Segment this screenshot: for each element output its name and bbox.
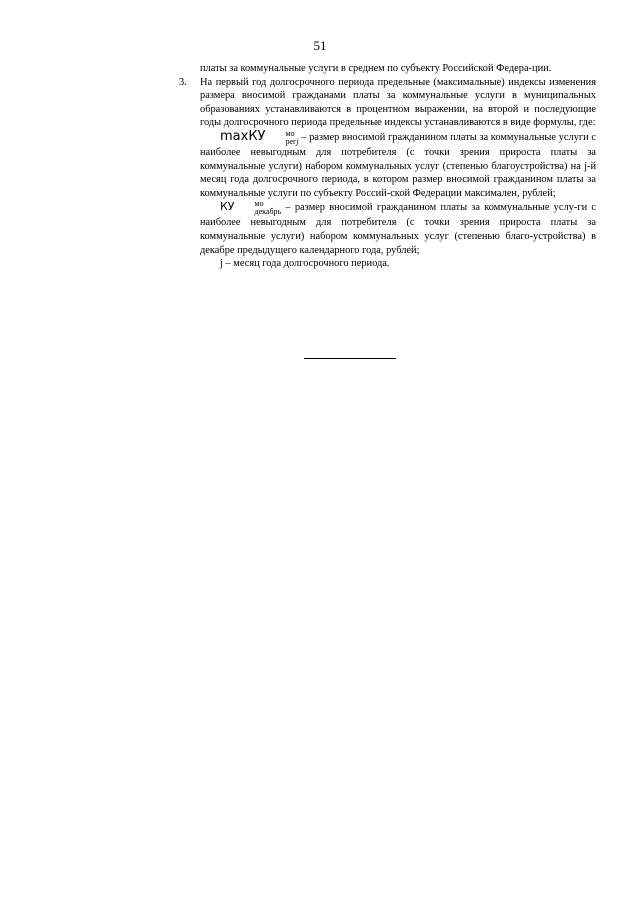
list-item-number: 3. bbox=[179, 76, 187, 88]
definition-text: – размер вносимой гражданином платы за коммунальные услу-ги с наиболее невыгодным для потребителя (с точки зрения прироста платы за коммунальные услуги) набором коммунальных услуг (степенью благо-устройства) в декабре предыдущего календарного года, рублей; bbox=[200, 202, 596, 256]
list-item-3 bbox=[179, 76, 596, 130]
formula-symbol-max-ku: maxКУ bbox=[220, 128, 266, 144]
definition-j: j – месяц года долгосрочного периода. bbox=[220, 258, 390, 270]
formula-superscript: мо bbox=[254, 199, 264, 209]
intro-tail-paragraph: платы за коммунальные услуги в среднем по субъекту Российской Федера-ции. bbox=[200, 63, 552, 74]
definition-max-ku bbox=[200, 130, 596, 200]
document-body bbox=[179, 62, 596, 271]
end-rule bbox=[304, 358, 396, 359]
page-number: 51 bbox=[313, 38, 327, 53]
list-item-text: На первый год долгосрочного периода предельные (максимальные) индексы изменения размера вносимой гражданами платы за коммунальные услуги в муниципальных образованиях устанавливаются в процентном выражении, на второй и последующие годы долгосрочного периода предельные индексы устанавливаются в виде формулы, где: bbox=[200, 76, 596, 129]
formula-indices bbox=[235, 200, 282, 216]
definition-text: – размер вносимой гражданином платы за коммунальные услуги с наиболее невыгодным для потребителя (с точки зрения прироста платы за коммунальные услуги) набором коммунальных услуг (степенью благоустройства) на j-й месяц года долгосрочного периода, в котором размер вносимой гражданином платы за коммунальные услуги по субъекту Россий-ской Федерации максимален, рублей; bbox=[200, 131, 596, 199]
formula-superscript: мо bbox=[285, 128, 295, 138]
formula-symbol-ku: КУ bbox=[220, 200, 235, 214]
formula-subscript: декабрь bbox=[254, 207, 282, 217]
formula-subscript: регj bbox=[285, 136, 299, 146]
definition-ku-december bbox=[200, 200, 596, 257]
formula-indices bbox=[265, 130, 298, 146]
